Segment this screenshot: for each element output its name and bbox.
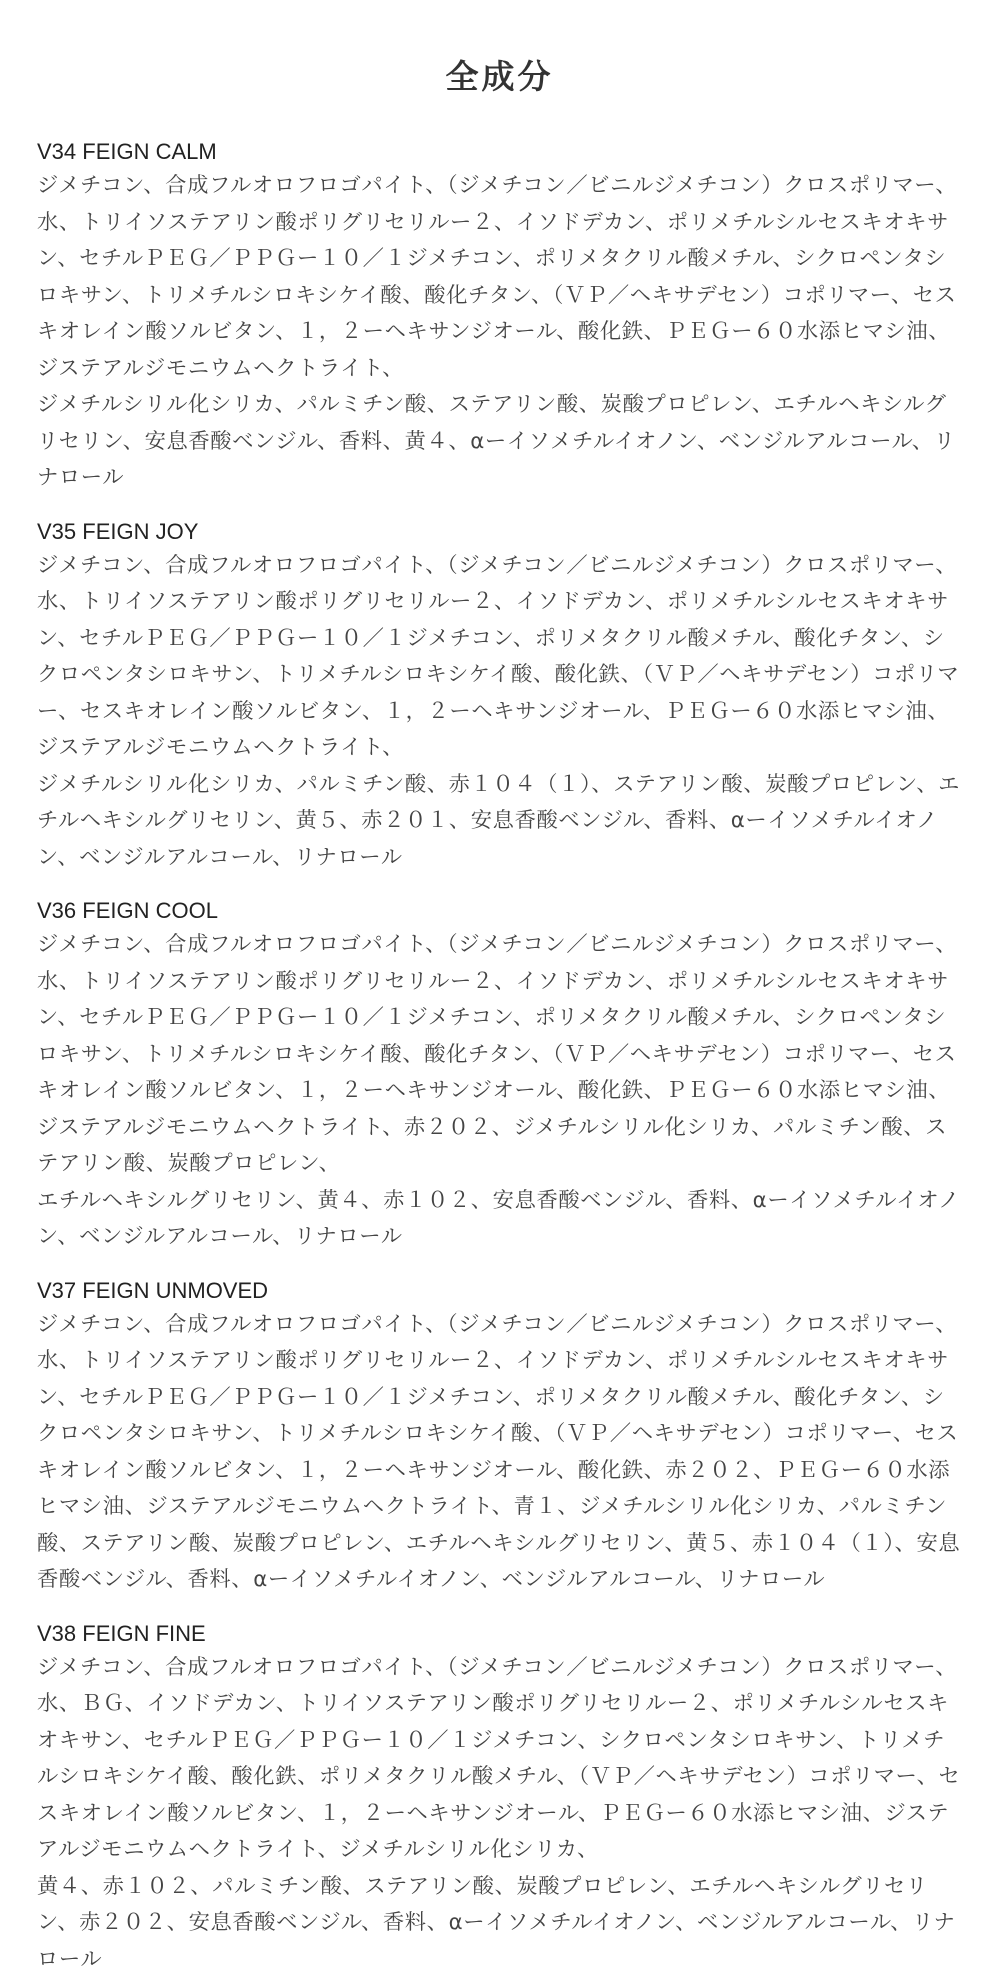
product-name: V35 FEIGN JOY: [37, 516, 962, 548]
product-section-v35: [37, 516, 962, 877]
ingredient-list: ジメチコン、合成フルオロフロゴパイト、（ジメチコン／ビニルジメチコン）クロスポリマー、水、トリイソステアリン酸ポリグリセリルー２、イソドデカン、ポリメチルシルセスキオキサン、セチルＰＥＧ／ＰＰＧー１０／１ジメチコン、ポリメタクリル酸メチル、シクロペンタシロキサン、トリメチルシロキシケイ酸、酸化チタン、（ＶＰ／ヘキサデセン）コポリマー、セスキオレイン酸ソルビタン、１，２ーヘキサンジオール、酸化鉄、ＰＥＧー６０水添ヒマシ油、ジステアルジモニウムヘクトライト、赤２０２、ジメチルシリル化シリカ、パルミチン酸、ステアリン酸、炭酸プロピレン、 エチルヘキシルグリセリン、黄４、赤１０２、安息香酸ベンジル、香料、αーイソメチルイオノン、ベンジルアルコール、リナロール: [37, 927, 962, 1256]
product-name: V36 FEIGN COOL: [37, 895, 962, 927]
product-section-v38: [37, 1618, 962, 1978]
ingredient-list: ジメチコン、合成フルオロフロゴパイト、（ジメチコン／ビニルジメチコン）クロスポリマー、水、トリイソステアリン酸ポリグリセリルー２、イソドデカン、ポリメチルシルセスキオキサン、セチルＰＥＧ／ＰＰＧー１０／１ジメチコン、ポリメタクリル酸メチル、酸化チタン、シクロペンタシロキサン、トリメチルシロキシケイ酸、酸化鉄、（ＶＰ／ヘキサデセン）コポリマー、セスキオレイン酸ソルビタン、１，２ーヘキサンジオール、ＰＥＧー６０水添ヒマシ油、ジステアルジモニウムヘクトライト、 ジメチルシリル化シリカ、パルミチン酸、赤１０４（１）、ステアリン酸、炭酸プロピレン、エチルヘキシルグリセリン、黄５、赤２０１、安息香酸ベンジル、香料、αーイソメチルイオノン、ベンジルアルコール、リナロール: [37, 548, 962, 877]
ingredient-list: ジメチコン、合成フルオロフロゴパイト、（ジメチコン／ビニルジメチコン）クロスポリマー、水、ＢＧ、イソドデカン、トリイソステアリン酸ポリグリセリルー２、ポリメチルシルセスキオキサン、セチルＰＥＧ／ＰＰＧー１０／１ジメチコン、シクロペンタシロキサン、トリメチルシロキシケイ酸、酸化鉄、ポリメタクリル酸メチル、（ＶＰ／ヘキサデセン）コポリマー、セスキオレイン酸ソルビタン、１，２ーヘキサンジオール、ＰＥＧー６０水添ヒマシ油、ジステアルジモニウムヘクトライト、ジメチルシリル化シリカ、 黄４、赤１０２、パルミチン酸、ステアリン酸、炭酸プロピレン、エチルヘキシルグリセリン、赤２０２、安息香酸ベンジル、香料、αーイソメチルイオノン、ベンジルアルコール、リナロール: [37, 1650, 962, 1978]
product-section-v36: [37, 895, 962, 1256]
ingredient-list: ジメチコン、合成フルオロフロゴパイト、（ジメチコン／ビニルジメチコン）クロスポリマー、水、トリイソステアリン酸ポリグリセリルー２、イソドデカン、ポリメチルシルセスキオキサン、セチルＰＥＧ／ＰＰＧー１０／１ジメチコン、ポリメタクリル酸メチル、酸化チタン、シクロペンタシロキサン、トリメチルシロキシケイ酸、（ＶＰ／ヘキサデセン）コポリマー、セスキオレイン酸ソルビタン、１，２ーヘキサンジオール、酸化鉄、赤２０２、ＰＥＧー６０水添ヒマシ油、ジステアルジモニウムヘクトライト、青１、ジメチルシリル化シリカ、パルミチン酸、ステアリン酸、炭酸プロピレン、エチルヘキシルグリセリン、黄５、赤１０４（１）、安息香酸ベンジル、香料、αーイソメチルイオノン、ベンジルアルコール、リナロール: [37, 1307, 962, 1599]
product-name: V38 FEIGN FINE: [37, 1618, 962, 1650]
page-title: 全成分: [37, 52, 962, 102]
ingredient-list: ジメチコン、合成フルオロフロゴパイト、（ジメチコン／ビニルジメチコン）クロスポリマー、水、トリイソステアリン酸ポリグリセリルー２、イソドデカン、ポリメチルシルセスキオキサン、セチルＰＥＧ／ＰＰＧー１０／１ジメチコン、ポリメタクリル酸メチル、シクロペンタシロキサン、トリメチルシロキシケイ酸、酸化チタン、（ＶＰ／ヘキサデセン）コポリマー、セスキオレイン酸ソルビタン、１，２ーヘキサンジオール、酸化鉄、ＰＥＧー６０水添ヒマシ油、ジステアルジモニウムヘクトライト、 ジメチルシリル化シリカ、パルミチン酸、ステアリン酸、炭酸プロピレン、エチルヘキシルグリセリン、安息香酸ベンジル、香料、黄４、αーイソメチルイオノン、ベンジルアルコール、リナロール: [37, 168, 962, 497]
product-section-v37: [37, 1275, 962, 1599]
product-section-v34: [37, 136, 962, 497]
product-name: V34 FEIGN CALM: [37, 136, 962, 168]
product-name: V37 FEIGN UNMOVED: [37, 1275, 962, 1307]
